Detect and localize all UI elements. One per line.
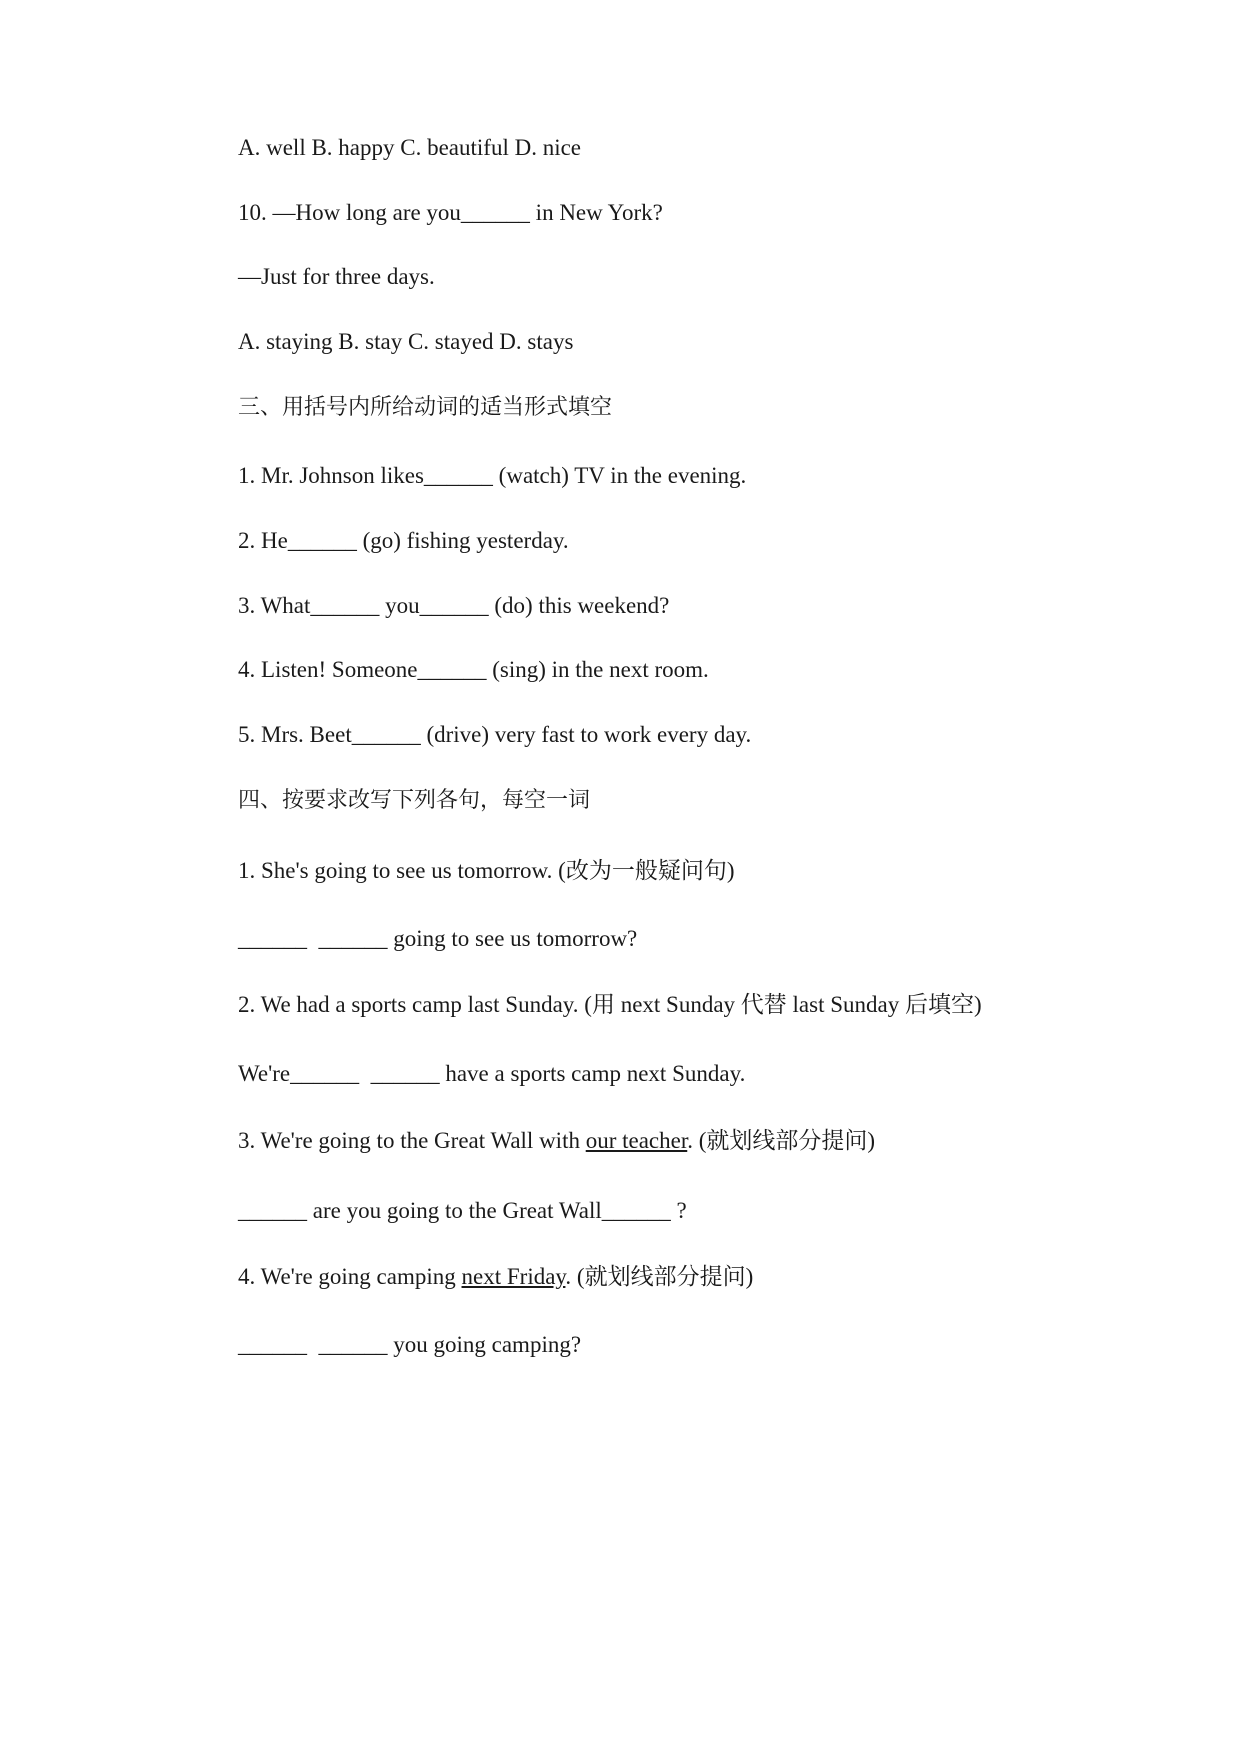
q10-question: 10. —How long are you______ in New York? [238, 200, 663, 225]
section-3-item-1: 1. Mr. Johnson likes______ (watch) TV in the evening. [238, 463, 747, 488]
section-4-item-1-answer: ______ ______ going to see us tomorrow? [238, 926, 638, 951]
section-3-item-5: 5. Mrs. Beet______ (drive) very fast to work every day. [238, 722, 752, 747]
section-4-item-3 [238, 1126, 875, 1156]
item-3-text-after: . (就划线部分提问) [687, 1128, 876, 1153]
item-3-text-before: 3. We're going to the Great Wall with [238, 1128, 586, 1153]
section-4-item-2: 2. We had a sports camp last Sunday. (用 next Sunday 代替 last Sunday 后填空) [238, 992, 982, 1017]
item-4-underlined-phrase: next Friday [461, 1264, 566, 1289]
section-3-item-2: 2. He______ (go) fishing yesterday. [238, 528, 569, 553]
q10-reply: —Just for three days. [238, 264, 435, 289]
section-4-heading: 四、按要求改写下列各句，每空一词 [238, 788, 591, 813]
item-4-text-after: . (就划线部分提问) [565, 1264, 754, 1289]
section-4-item-4 [238, 1262, 753, 1292]
section-4-item-4-answer: ______ ______ you going camping? [238, 1332, 582, 1357]
section-4-item-1: 1. She's going to see us tomorrow. (改为一般疑问句) [238, 858, 735, 883]
section-3-item-3: 3. What______ you______ (do) this weekend? [238, 593, 670, 618]
item-4-text-before: 4. We're going camping [238, 1264, 462, 1289]
q9-options: A. well B. happy C. beautiful D. nice [238, 135, 582, 160]
section-4-item-3-answer: ______ are you going to the Great Wall______ ? [238, 1198, 687, 1223]
q10-options: A. staying B. stay C. stayed D. stays [238, 329, 574, 354]
item-3-underlined-phrase: our teacher [585, 1128, 688, 1153]
section-3-item-4: 4. Listen! Someone______ (sing) in the next room. [238, 657, 709, 682]
section-4-item-2-answer: We're______ ______ have a sports camp next Sunday. [238, 1061, 746, 1086]
section-3-heading: 三、用括号内所给动词的适当形式填空 [238, 395, 613, 420]
